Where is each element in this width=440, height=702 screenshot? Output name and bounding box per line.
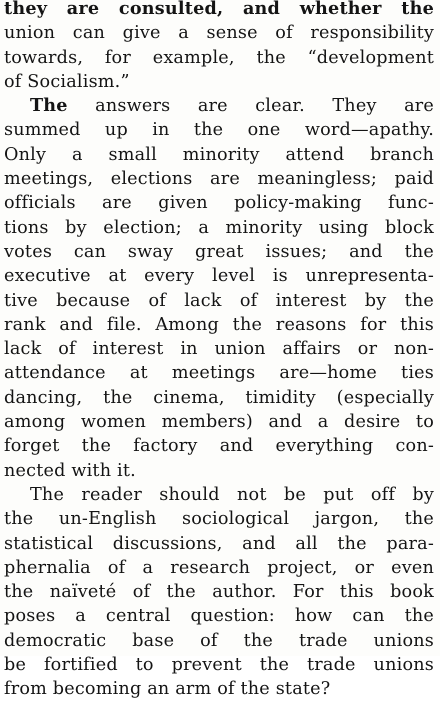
paragraph-1 <box>4 0 434 94</box>
paragraph-line: poses a central question: how can the <box>4 606 434 627</box>
paragraph-line: of Socialism.” <box>4 71 130 92</box>
paragraph-line: union can give a sense of responsibility <box>4 23 434 44</box>
paragraph-2 <box>4 94 434 483</box>
paragraph-line: from becoming an arm of the state? <box>4 679 331 700</box>
paragraph-line: tions by election; a minority using block <box>4 217 434 238</box>
paragraph-line: phernalia of a research project, or even <box>4 557 434 578</box>
paragraph-lead-word: The <box>30 95 68 117</box>
paragraph-line: meetings, elections are meaningless; paid <box>4 169 434 190</box>
paragraph-line: tive because of lack of interest by the <box>4 290 434 311</box>
paragraph-line: The reader should not be put off by <box>30 484 434 505</box>
paragraph-line: the un-English sociological jargon, the <box>4 509 434 530</box>
paragraph-line: summed up in the one word—apathy. <box>4 120 434 141</box>
paragraph-line: statistical discussions, and all the para- <box>4 533 434 554</box>
paragraph-line: votes can sway great issues; and the <box>4 241 434 262</box>
paragraph-line-text: answers are clear. They are <box>67 96 434 117</box>
paragraph-line: towards, for example, the “development <box>4 47 434 68</box>
paragraph-line: among women members) and a desire to <box>4 412 434 433</box>
paragraph-line: the naïveté of the author. For this book <box>4 582 434 603</box>
paragraph-line: rank and file. Among the reasons for this <box>4 314 434 335</box>
paragraph-line: officials are given policy-making func- <box>4 193 434 214</box>
paragraph-line: Only a small minority attend branch <box>4 144 434 165</box>
text-column <box>4 0 434 702</box>
paragraph-3 <box>4 483 434 702</box>
paragraph-line: nected with it. <box>4 460 136 481</box>
paragraph-line: democratic base of the trade unions <box>4 630 434 651</box>
paragraph-line: be fortified to prevent the trade unions <box>4 655 434 676</box>
paragraph-line: they are consulted, and whether the <box>4 0 434 19</box>
paragraph-line <box>4 94 434 118</box>
paragraph-line: forget the factory and everything con- <box>4 436 434 457</box>
paragraph-line: lack of interest in union affairs or non- <box>4 339 434 360</box>
paragraph-line: dancing, the cinema, timidity (especially <box>4 387 434 408</box>
paragraph-line: executive at every level is unrepresenta- <box>4 266 434 287</box>
paragraph-line: attendance at meetings are—home ties <box>4 363 434 384</box>
